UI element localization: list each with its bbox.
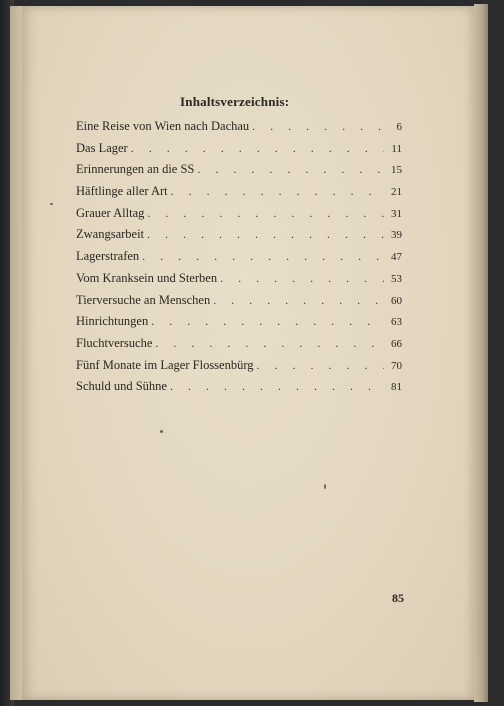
toc-entry: [76, 162, 402, 184]
paper-speck: [50, 203, 53, 205]
toc-entry-label: Tierversuche an Menschen: [76, 292, 211, 307]
toc-entry: [76, 227, 402, 249]
toc-entry-page: 53: [391, 272, 402, 285]
toc-entry-label: Zwangsarbeit: [76, 227, 145, 242]
toc-entry-label: Schuld und Sühne: [76, 379, 167, 394]
toc-entry-page: 11: [391, 142, 402, 155]
toc-entry: [76, 249, 402, 271]
toc-entry: [76, 206, 402, 228]
page-number: 85: [392, 591, 404, 605]
paper-speck: [160, 430, 163, 433]
dot-leader: [147, 206, 384, 221]
dot-leader: [213, 293, 384, 308]
toc-entry-label: Häftlinge aller Art: [76, 184, 168, 199]
toc-entry-label: Erinnerungen an die SS: [76, 162, 195, 177]
dot-leader: [252, 119, 384, 134]
right-background: [488, 0, 504, 706]
dot-leader: [197, 162, 384, 177]
toc-entry-page: 66: [391, 337, 402, 350]
page-stack-edge: [474, 4, 488, 702]
toc-entry-page: 60: [391, 294, 402, 307]
toc-entry-label: Fluchtversuche: [76, 335, 153, 350]
dot-leader: [151, 314, 384, 329]
toc-entry-page: 31: [391, 207, 402, 220]
dot-leader: [155, 336, 384, 351]
toc-entry: [76, 119, 402, 141]
toc-entry-label: Hinrichtungen: [76, 314, 149, 329]
toc-entry-page: 70: [391, 359, 402, 372]
toc-entry-page: 63: [391, 316, 402, 329]
paper-speck: [324, 484, 326, 489]
table-of-contents: [76, 119, 402, 401]
toc-entry: [76, 314, 402, 336]
toc-entry: [76, 293, 402, 315]
toc-entry: [76, 141, 402, 163]
toc-title: Inhaltsverzeichnis:: [180, 94, 290, 109]
toc-entry: [76, 358, 402, 380]
toc-entry-page: 15: [391, 164, 402, 177]
toc-entry: [76, 184, 402, 206]
dot-leader: [171, 184, 384, 199]
toc-entry-page: 81: [391, 381, 402, 394]
toc-entry-label: Eine Reise von Wien nach Dachau: [76, 119, 250, 133]
toc-entry-label: Grauer Alltag: [76, 205, 145, 220]
dot-leader: [170, 379, 384, 394]
toc-entry-page: 21: [391, 186, 402, 199]
toc-entry-label: Das Lager: [76, 140, 128, 155]
toc-entry-page: 39: [391, 229, 402, 242]
toc-entry-label: Vom Kranksein und Sterben: [76, 270, 218, 285]
toc-entry: [76, 271, 402, 293]
dot-leader: [220, 271, 384, 286]
dot-leader: [142, 249, 384, 264]
dot-leader: [147, 227, 384, 242]
toc-entry-page: 47: [391, 251, 402, 264]
toc-entry-label: Fünf Monate im Lager Flossenbürg: [76, 357, 254, 372]
toc-entry: [76, 336, 402, 358]
toc-entry-label: Lagerstrafen: [76, 249, 140, 264]
toc-entry-page: 6: [396, 121, 402, 133]
dot-leader: [131, 141, 384, 156]
dot-leader: [257, 358, 384, 373]
toc-entry: [76, 379, 402, 401]
